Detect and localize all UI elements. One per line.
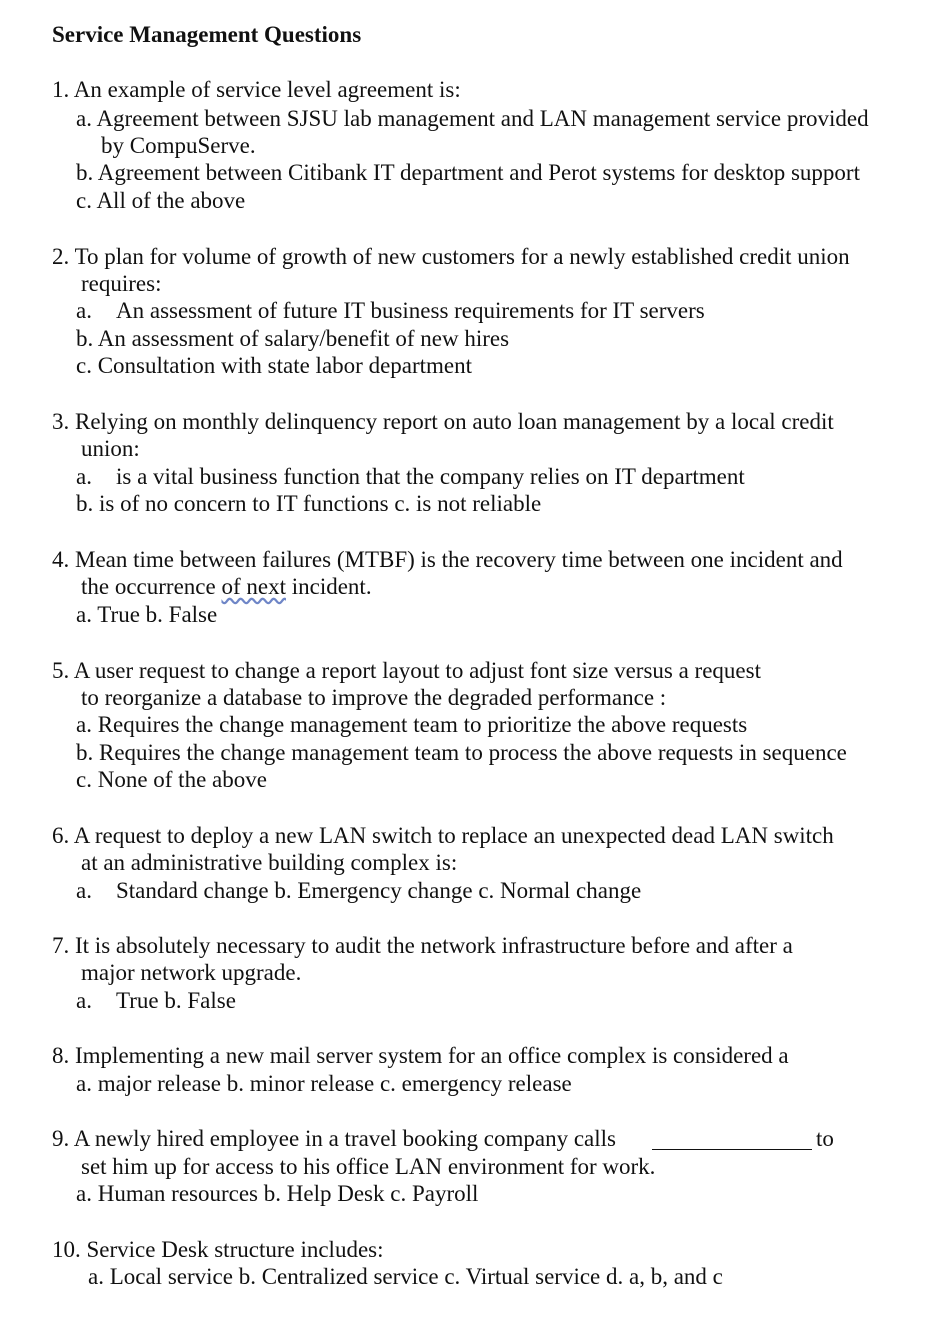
question-5-stem-cont: to reorganize a database to improve the degraded performance : [81,685,667,710]
question-3-stem: 3. Relying on monthly delinquency report on auto loan management by a local credit [52,409,834,434]
question-4-stem-cont [81,573,372,600]
question-10-options: a. Local service b. Centralized service c. Virtual service d. a, b, and c [88,1264,723,1289]
question-5-stem: 5. A user request to change a report layout to adjust font size versus a request [52,658,761,683]
question-7-option-a-letter: a. [76,988,92,1013]
question-4-stem-pre: the occurrence [81,574,222,599]
question-8-options: a. major release b. minor release c. emergency release [76,1071,572,1096]
question-5-option-b: b. Requires the change management team to process the above requests in sequence [76,740,847,765]
question-6-stem: 6. A request to deploy a new LAN switch to replace an unexpected dead LAN switch [52,823,834,848]
question-7-stem: 7. It is absolutely necessary to audit the network infrastructure before and after a [52,933,793,958]
question-2-option-b: b. An assessment of salary/benefit of new hires [76,326,510,351]
question-2-option-a: An assessment of future IT business requirements for IT servers [116,298,705,323]
question-4-stem: 4. Mean time between failures (MTBF) is the recovery time between one incident and [52,547,843,572]
question-2-option-c: c. Consultation with state labor department [76,353,473,378]
question-8-stem: 8. Implementing a new mail server system for an office complex is considered a [52,1043,789,1068]
question-1-option-a-cont: by CompuServe. [101,133,256,158]
question-3-stem-cont: union: [81,436,140,461]
question-9-options: a. Human resources b. Help Desk c. Payroll [76,1181,479,1206]
question-6-stem-cont: at an administrative building complex is: [81,850,458,875]
question-9-stem-end: to [816,1126,834,1151]
question-5-option-c: c. None of the above [76,767,267,792]
question-6-option-a-letter: a. [76,878,92,903]
question-9-stem: 9. A newly hired employee in a travel booking company calls [52,1126,616,1151]
question-7-options: True b. False [116,988,236,1013]
question-2-stem: 2. To plan for volume of growth of new customers for a newly established credit union [52,244,850,269]
question-4-options: a. True b. False [76,602,218,627]
question-1-option-b: b. Agreement between Citibank IT department and Perot systems for desktop support [76,160,860,185]
question-2-option-a-letter: a. [76,298,92,323]
question-1-option-a: a. Agreement between SJSU lab management and LAN management service provided [76,106,869,131]
question-5-option-a: a. Requires the change management team to prioritize the above requests [76,712,748,737]
spellcheck-underline: of next [221,574,286,599]
question-3-option-a: is a vital business function that the company relies on IT department [116,464,745,489]
page-title: Service Management Questions [52,22,362,47]
question-4-stem-post: incident. [285,574,372,599]
question-2-stem-cont: requires: [81,271,162,296]
fill-in-blank [652,1129,812,1156]
question-3-option-a-letter: a. [76,464,92,489]
question-10-stem: 10. Service Desk structure includes: [52,1237,384,1262]
question-6-options: Standard change b. Emergency change c. Normal change [116,878,642,903]
question-9-stem-cont: set him up for access to his office LAN environment for work. [81,1154,656,1179]
question-7-stem-cont: major network upgrade. [81,960,302,985]
question-1-option-c: c. All of the above [76,188,246,213]
question-1-stem: 1. An example of service level agreement is: [52,77,461,102]
question-3-options-bc: b. is of no concern to IT functions c. is not reliable [76,491,542,516]
